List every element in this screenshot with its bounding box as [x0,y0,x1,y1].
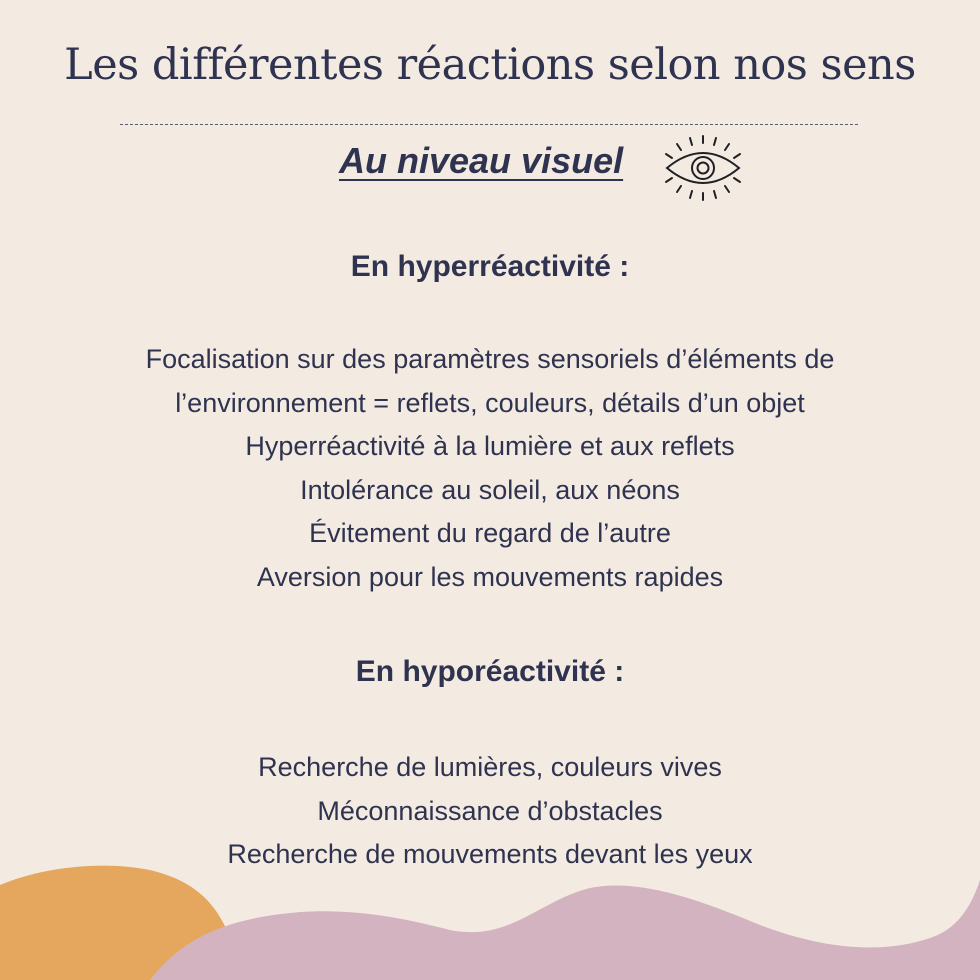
list-item: Recherche de mouvements devant les yeux [227,839,753,870]
subtitle-row [0,136,980,206]
list-item: Recherche de lumières, couleurs vives [258,752,722,782]
decorative-waves [0,840,980,980]
list-item: Hyperréactivité à la lumière et aux reflets [245,431,735,462]
list-item: Focalisation sur des paramètres sensoriels d’éléments de [145,344,835,374]
page-title: Les différentes réactions selon nos sens [64,40,916,90]
list-item: Intolérance au soleil, aux néons [300,474,680,505]
eye-icon [655,130,751,206]
section-subtitle: Au niveau visuel [339,140,624,181]
hyporeactivity-heading: En hyporéactivité : [355,655,625,688]
list-item: Méconnaissance d’obstacles [317,795,663,826]
hyperreactivity-heading: En hyperréactivité : [350,250,630,283]
hyperreactivity-list [0,338,980,600]
dashed-divider [120,124,858,125]
list-item: Évitement du regard de l’autre [309,518,671,549]
pink-wave [150,880,980,980]
list-item: l’environnement = reflets, couleurs, détails d’un objet [175,387,805,418]
list-item: Aversion pour les mouvements rapides [256,561,724,592]
